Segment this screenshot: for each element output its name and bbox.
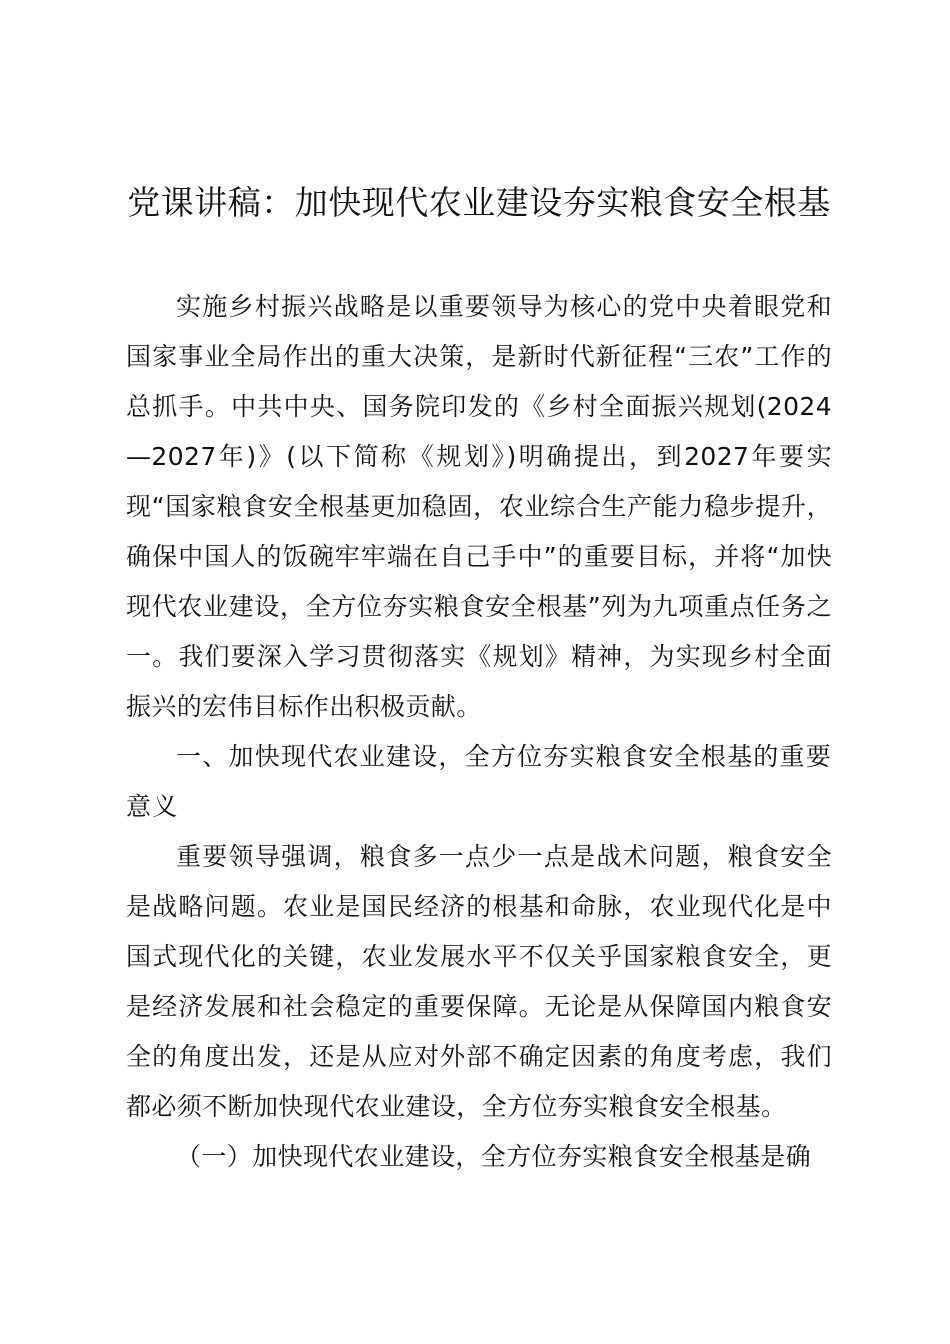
paragraph-intro: 实施乡村振兴战略是以重要领导为核心的党中央着眼党和国家事业全局作出的重大决策，是新时代新征程“三农”工作的总抓手。中共中央、国务院印发的《乡村全面振兴规划(2024—2027年)》(以下简称《规划》)明确提出，到2027年要实现“国家粮食安全根基更加稳固，农业综合生产能力稳步提升，确保中国人的饭碗牢牢端在自己手中”的重要目标，并将“加快现代农业建设，全方位夯实粮食安全根基”列为九项重点任务之一。我们要深入学习贯彻落实《规划》精神，为实现乡村全面振兴的宏伟目标作出积极贡献。 bbox=[126, 292, 832, 721]
paragraph-significance: 重要领导强调，粮食多一点少一点是战术问题，粮食安全是战略问题。农业是国民经济的根基和命脉，农业现代化是中国式现代化的关键，农业发展水平不仅关乎国家粮食安全，更是经济发展和社会稳定的重要保障。无论是从保障国内粮食安全的角度出发，还是从应对外部不确定因素的角度考虑，我们都必须不断加快现代农业建设，全方位夯实粮食安全根基。 bbox=[126, 842, 832, 1121]
document-body bbox=[126, 282, 832, 1182]
section-heading-1: 一、加快现代农业建设，全方位夯实粮食安全根基的重要意义 bbox=[126, 742, 832, 821]
subsection-heading-1: （一）加快现代农业建设，全方位夯实粮食安全根基是确 bbox=[176, 1142, 812, 1171]
document-title: 党课讲稿：加快现代农业建设夯实粮食安全根基 bbox=[127, 183, 831, 222]
